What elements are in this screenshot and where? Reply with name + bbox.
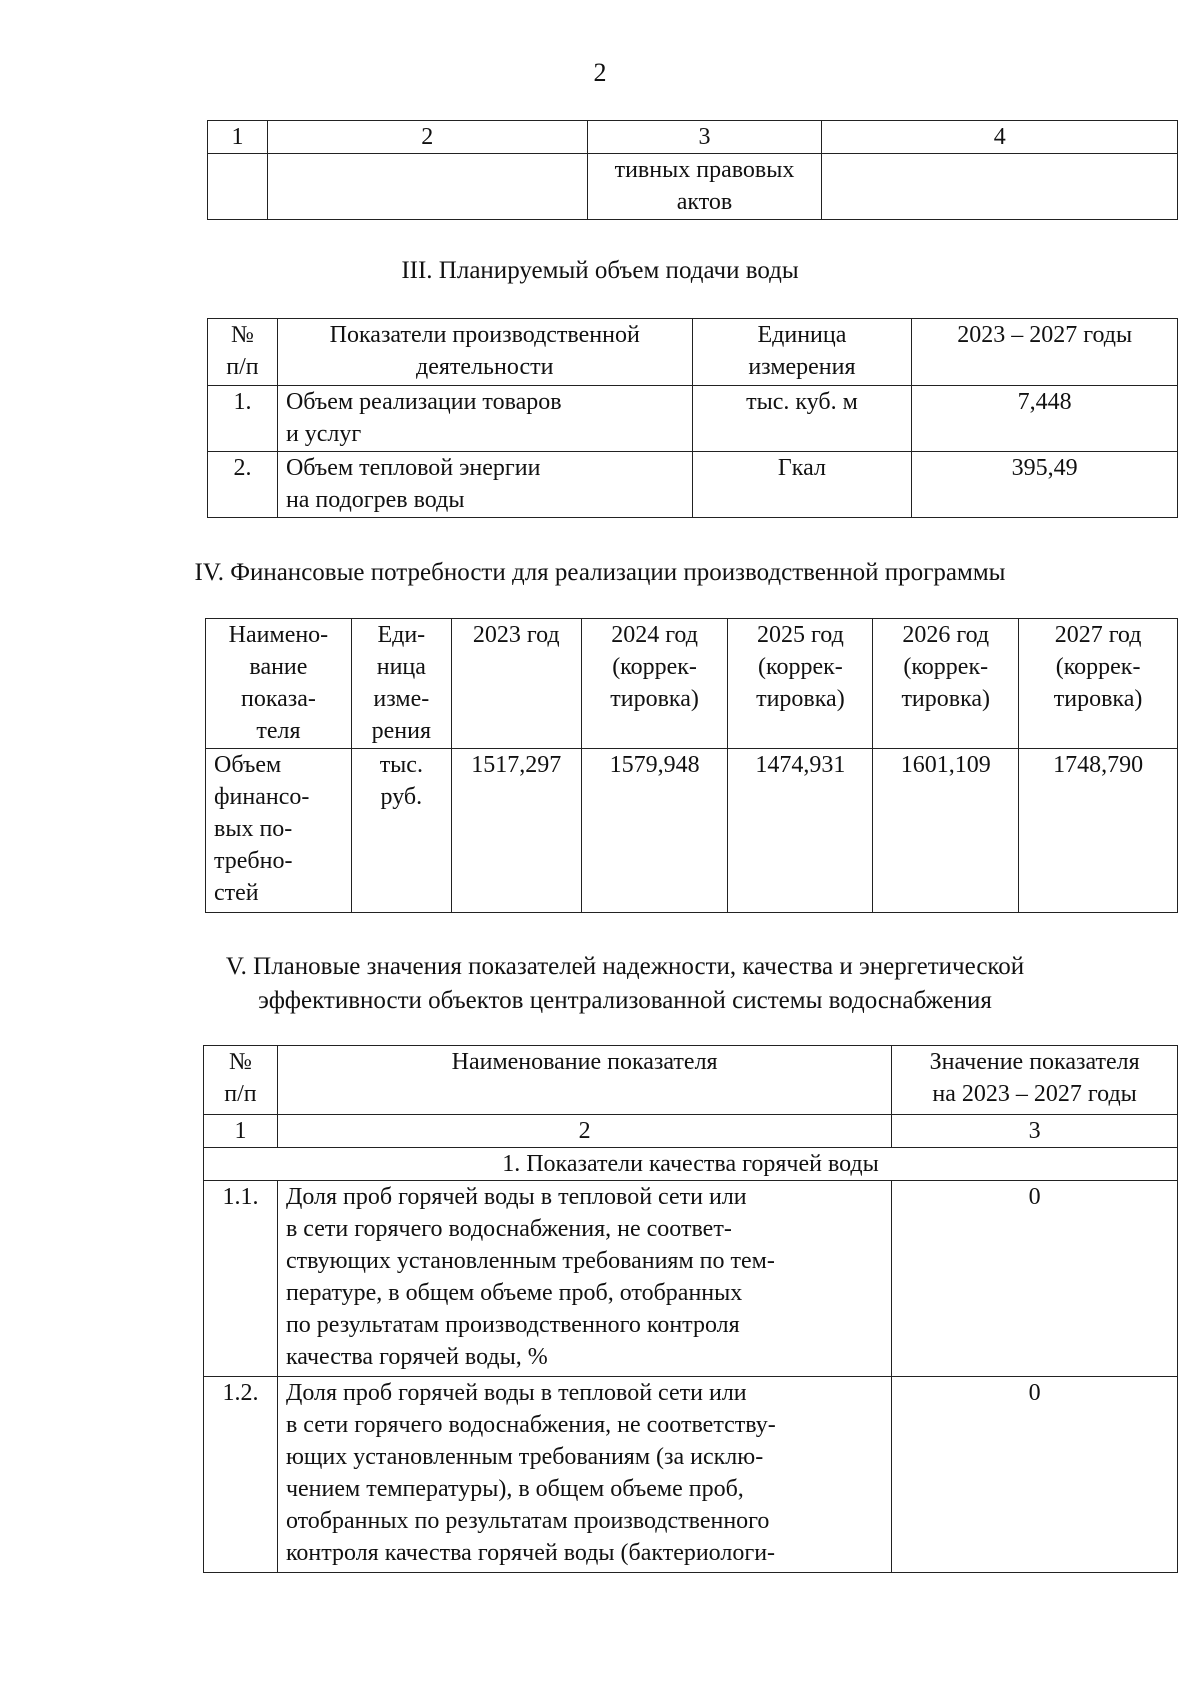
value-cell: 0 (892, 1377, 1178, 1573)
row-number-cell: 2. (208, 452, 278, 518)
column-number-cell: 2 (277, 1115, 891, 1148)
group-title-row (204, 1148, 1178, 1181)
header-cell: Показатели производственной деятельности (277, 319, 692, 386)
header-cell: 2027 год (коррек- тировка) (1019, 619, 1178, 749)
value-cell: 7,448 (912, 386, 1178, 452)
header-cell: Значение показателя на 2023 – 2027 годы (892, 1046, 1178, 1115)
column-number-cell: 1 (204, 1115, 278, 1148)
column-number-cell: 4 (822, 121, 1178, 154)
table-header-row (204, 1046, 1178, 1115)
header-cell: Единица измерения (692, 319, 912, 386)
header-cell: 2026 год (коррек- тировка) (873, 619, 1019, 749)
group-title-cell: 1. Показатели качества горячей воды (204, 1148, 1178, 1181)
header-cell: 2023 год (451, 619, 581, 749)
section-5-title: V. Плановые значения показателей надежности, качества и энергетической эффективности объектов централизованной системы водоснабжения (225, 953, 1025, 1014)
table-row (208, 386, 1178, 452)
water-supply-volume-table (207, 318, 1178, 518)
table-header-row (206, 619, 1178, 749)
value-cell: 1748,790 (1019, 749, 1178, 913)
column-number-cell: 3 (587, 121, 822, 154)
quality-indicators-table (203, 1045, 1178, 1573)
financial-needs-table (205, 618, 1178, 913)
header-cell: Еди- ница изме- рения (351, 619, 451, 749)
value-cell: 395,49 (912, 452, 1178, 518)
table-cell (208, 154, 268, 220)
header-cell: Наименование показателя (277, 1046, 891, 1115)
unit-cell: тыс. руб. (351, 749, 451, 913)
value-cell: 1579,948 (581, 749, 728, 913)
value-cell: 0 (892, 1181, 1178, 1377)
indicator-name-cell: Доля проб горячей воды в тепловой сети или в сети горячего водоснабжения, не соответ- ствующих установленным требованиям по тем- пературе, в общем объеме проб, отобранных по результатам производственного контроля качества горячей воды, % (277, 1181, 891, 1377)
unit-cell: Гкал (692, 452, 912, 518)
header-cell: № п/п (204, 1046, 278, 1115)
section-3-title: III. Планируемый объем подачи воды (401, 257, 799, 284)
indicator-name-cell: Объем тепловой энергии на подогрев воды (277, 452, 692, 518)
indicator-name-cell: Объем финансо- вых по- требно- стей (206, 749, 352, 913)
table-row (208, 121, 1178, 154)
page-number: 2 (593, 58, 607, 87)
header-cell: 2023 – 2027 годы (912, 319, 1178, 386)
row-number-cell: 1.2. (204, 1377, 278, 1573)
value-cell: 1474,931 (728, 749, 873, 913)
column-number-cell: 2 (267, 121, 587, 154)
table-row (208, 154, 1178, 220)
header-cell: Наимено- вание показа- теля (206, 619, 352, 749)
table-cell (267, 154, 587, 220)
header-cell: 2024 год (коррек- тировка) (581, 619, 728, 749)
row-number-cell: 1. (208, 386, 278, 452)
indicator-name-cell: Доля проб горячей воды в тепловой сети или в сети горячего водоснабжения, не соответству- ющих установленным требованиям (за исклю- чением температуры), в общем объеме проб, отобранных по результатам производственного контроля качества горячей воды (бактериологи- (277, 1377, 891, 1573)
table-row (204, 1377, 1178, 1573)
table-header-row (208, 319, 1178, 386)
table-index-row (204, 1115, 1178, 1148)
value-cell: 1601,109 (873, 749, 1019, 913)
column-number-cell: 3 (892, 1115, 1178, 1148)
unit-cell: тыс. куб. м (692, 386, 912, 452)
value-cell: 1517,297 (451, 749, 581, 913)
header-cell: 2025 год (коррек- тировка) (728, 619, 873, 749)
section-4-title: IV. Финансовые потребности для реализации производственной программы (194, 559, 1006, 586)
table-row (208, 452, 1178, 518)
indicator-name-cell: Объем реализации товаров и услуг (277, 386, 692, 452)
column-number-cell: 1 (208, 121, 268, 154)
continuation-table (207, 120, 1178, 220)
table-row (206, 749, 1178, 913)
table-cell: тивных правовых актов (587, 154, 822, 220)
table-cell (822, 154, 1178, 220)
row-number-cell: 1.1. (204, 1181, 278, 1377)
header-cell: № п/п (208, 319, 278, 386)
table-row (204, 1181, 1178, 1377)
